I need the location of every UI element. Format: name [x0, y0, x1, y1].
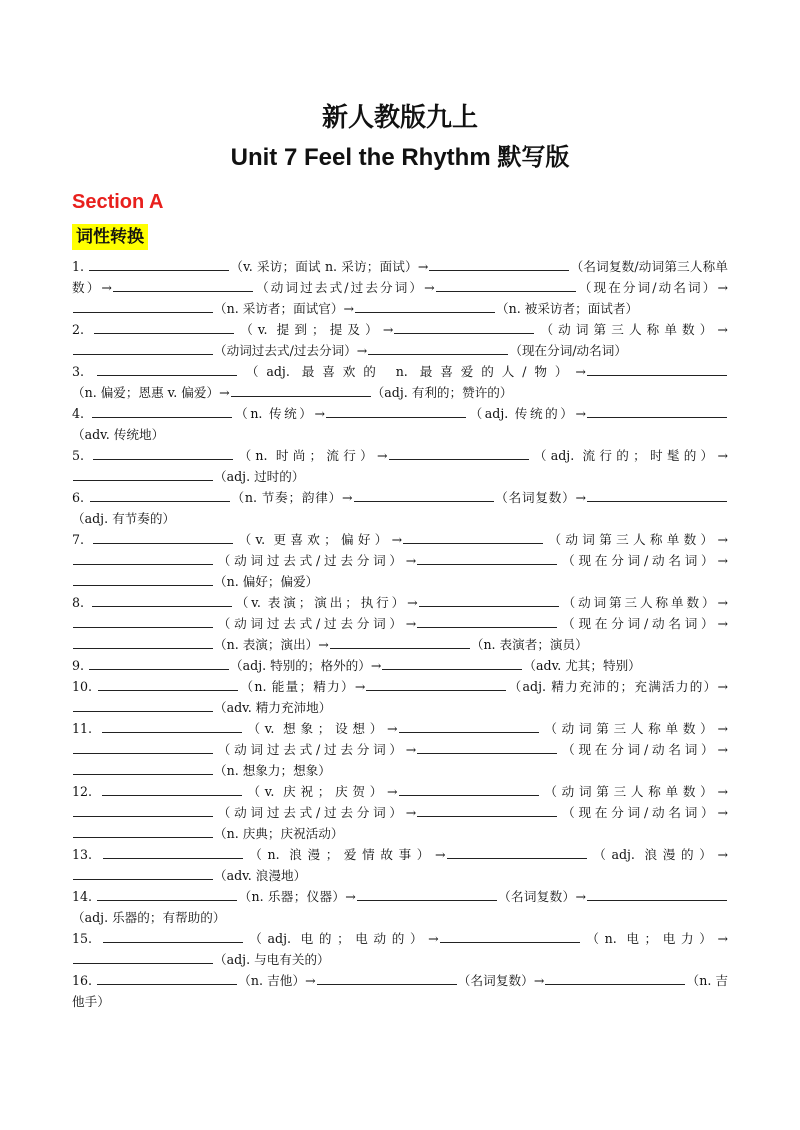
- item-hint: （adv. 浪漫地）: [214, 868, 307, 883]
- answer-blank[interactable]: [98, 678, 238, 691]
- arrow-icon: →: [407, 595, 418, 610]
- item-hint: （现在分词/动名词）: [576, 280, 718, 295]
- arrow-icon: →: [717, 679, 728, 694]
- item-hint: （动词第三人称单数）: [559, 595, 718, 610]
- answer-blank[interactable]: [97, 363, 237, 376]
- item-number: 9.: [72, 658, 89, 673]
- answer-blank[interactable]: [399, 720, 539, 733]
- arrow-icon: →: [435, 847, 446, 862]
- word-item: [72, 592, 728, 655]
- item-hint: （n. 想象力；想象）: [214, 763, 331, 778]
- item-hint: （动词过去式/过去分词）: [214, 553, 406, 568]
- arrow-icon: →: [341, 490, 353, 505]
- word-item: [72, 928, 728, 970]
- word-form-list: [72, 256, 728, 1012]
- answer-blank[interactable]: [545, 972, 685, 985]
- item-hint: （现在分词/动名词）: [558, 805, 718, 820]
- answer-blank[interactable]: [587, 489, 727, 502]
- answer-blank[interactable]: [354, 489, 494, 502]
- answer-blank[interactable]: [417, 552, 557, 565]
- answer-blank[interactable]: [440, 930, 580, 943]
- item-hint: （动词过去式/过去分词）: [214, 343, 357, 358]
- answer-blank[interactable]: [389, 447, 529, 460]
- answer-blank[interactable]: [73, 636, 213, 649]
- item-number: 7.: [72, 532, 93, 547]
- item-hint: （adj. 浪漫的）: [587, 847, 718, 862]
- item-hint: （动词过去式/过去分词）: [214, 805, 406, 820]
- item-number: 13.: [72, 847, 102, 862]
- item-hint: （n. 乐器；仪器）: [238, 889, 346, 904]
- arrow-icon: →: [717, 784, 728, 799]
- arrow-icon: →: [575, 406, 586, 421]
- arrow-icon: →: [314, 406, 326, 421]
- answer-blank[interactable]: [429, 258, 569, 271]
- item-hint: （n. 庆典；庆祝活动）: [214, 826, 344, 841]
- answer-blank[interactable]: [97, 888, 237, 901]
- word-item: [72, 256, 728, 319]
- item-hint: （adj. 过时的）: [214, 469, 305, 484]
- item-hint: （adj. 电的；电动的）: [243, 931, 429, 946]
- arrow-icon: →: [405, 616, 417, 631]
- arrow-icon: →: [387, 784, 398, 799]
- arrow-icon: →: [424, 280, 435, 295]
- arrow-icon: →: [387, 721, 398, 736]
- answer-blank[interactable]: [403, 531, 543, 544]
- item-hint: （v. 采访；面试 n. 采访；面试）: [230, 259, 418, 274]
- item-hint: （n. 浪漫；爱情故事）: [243, 847, 436, 862]
- item-hint: （名词复数）: [457, 973, 534, 988]
- answer-blank[interactable]: [587, 363, 727, 376]
- item-hint: （v. 表演；演出；执行）: [232, 595, 408, 610]
- arrow-icon: →: [405, 805, 417, 820]
- answer-blank[interactable]: [587, 405, 727, 418]
- answer-blank[interactable]: [357, 888, 497, 901]
- item-number: 5.: [72, 448, 93, 463]
- item-hint: （名词复数）: [497, 889, 576, 904]
- arrow-icon: →: [717, 553, 728, 568]
- arrow-icon: →: [717, 280, 729, 295]
- answer-blank[interactable]: [417, 804, 557, 817]
- item-hint: （adj. 有节奏的）: [72, 511, 176, 526]
- arrow-icon: →: [370, 658, 382, 673]
- word-item: [72, 676, 728, 718]
- item-hint: （adj. 传统的）: [467, 406, 576, 421]
- item-hint: （n. 采访者；面试官）: [214, 301, 344, 316]
- arrow-icon: →: [417, 259, 429, 274]
- answer-blank[interactable]: [73, 552, 213, 565]
- item-number: 16.: [72, 973, 97, 988]
- word-item: [72, 655, 728, 676]
- subheading-word-forms: 词性转换: [72, 224, 148, 250]
- arrow-icon: →: [356, 343, 368, 358]
- item-hint: （现在分词/动名词）: [558, 616, 718, 631]
- item-hint: （n. 偏爱；恩惠 v. 偏爱）: [72, 385, 220, 400]
- arrow-icon: →: [345, 889, 356, 904]
- word-item: [72, 970, 728, 1012]
- answer-blank[interactable]: [94, 321, 234, 334]
- arrow-icon: →: [717, 931, 728, 946]
- item-hint: （adj. 有利的；赞许的）: [371, 385, 513, 400]
- item-hint: （n. 能量；精力）: [239, 679, 355, 694]
- item-hint: （adj. 与电有关的）: [214, 952, 330, 967]
- arrow-icon: →: [219, 385, 230, 400]
- answer-blank[interactable]: [73, 573, 213, 586]
- item-number: 12.: [72, 784, 101, 799]
- item-number: 4.: [72, 406, 91, 421]
- word-item: [72, 403, 728, 445]
- answer-blank[interactable]: [394, 321, 534, 334]
- item-hint: （n. 传统）: [232, 406, 315, 421]
- item-hint: （n. 节奏；韵律）: [230, 490, 342, 505]
- answer-blank[interactable]: [368, 342, 508, 355]
- answer-blank[interactable]: [73, 804, 213, 817]
- arrow-icon: →: [318, 637, 329, 652]
- word-item: [72, 844, 728, 886]
- arrow-icon: →: [575, 490, 586, 505]
- answer-blank[interactable]: [89, 258, 229, 271]
- arrow-icon: →: [717, 532, 728, 547]
- arrow-icon: →: [717, 616, 728, 631]
- item-number: 2.: [72, 322, 94, 337]
- item-hint: （名词复数/动词第三人称单数）: [72, 259, 728, 295]
- word-item: [72, 718, 728, 781]
- arrow-icon: →: [717, 448, 728, 463]
- answer-blank[interactable]: [73, 867, 213, 880]
- item-hint: （n. 表演；演出）: [214, 637, 319, 652]
- arrow-icon: →: [101, 280, 112, 295]
- answer-blank[interactable]: [90, 489, 230, 502]
- answer-blank[interactable]: [92, 594, 232, 607]
- item-hint: （adv. 精力充沛地）: [214, 700, 332, 715]
- arrow-icon: →: [354, 679, 366, 694]
- page-title: 新人教版九上: [321, 103, 478, 133]
- item-hint: （adj. 流行的；时髦的）: [529, 448, 718, 463]
- worksheet-page: [72, 98, 728, 1012]
- item-hint: （动词第三人称单数）: [535, 322, 718, 337]
- answer-blank[interactable]: [103, 846, 243, 859]
- item-hint: （动词过去式/过去分词）: [253, 280, 425, 295]
- item-number: 10.: [72, 679, 98, 694]
- item-hint: （adv. 尤其；特别）: [523, 658, 641, 673]
- item-hint: （n. 电；电力）: [580, 931, 718, 946]
- answer-blank[interactable]: [89, 657, 229, 670]
- item-hint: （n. 表演者；演员）: [470, 637, 588, 652]
- answer-blank[interactable]: [73, 762, 213, 775]
- item-hint: （动词第三人称单数）: [539, 784, 718, 799]
- item-hint: （adj. 精力充沛的；充满活力的）: [507, 679, 718, 694]
- answer-blank[interactable]: [317, 972, 457, 985]
- word-item: [72, 781, 728, 844]
- item-hint: （v. 提到；提及）: [235, 322, 383, 337]
- answer-blank[interactable]: [97, 972, 237, 985]
- answer-blank[interactable]: [417, 741, 557, 754]
- word-item: [72, 319, 728, 361]
- word-item: [72, 361, 728, 403]
- word-item: [72, 487, 728, 529]
- arrow-icon: →: [575, 364, 586, 379]
- item-hint: （动词第三人称单数）: [544, 532, 718, 547]
- arrow-icon: →: [391, 532, 403, 547]
- item-hint: （n. 被采访者；面试者）: [496, 301, 639, 316]
- answer-blank[interactable]: [73, 951, 213, 964]
- item-hint: （现在分词/动名词）: [558, 553, 718, 568]
- arrow-icon: →: [717, 322, 728, 337]
- answer-blank[interactable]: [102, 783, 242, 796]
- item-hint: （adj. 最喜欢的 n. 最喜爱的人/物）: [237, 364, 576, 379]
- answer-blank[interactable]: [93, 447, 233, 460]
- arrow-icon: →: [533, 973, 545, 988]
- arrow-icon: →: [382, 322, 394, 337]
- item-number: 15.: [72, 931, 102, 946]
- arrow-icon: →: [405, 742, 417, 757]
- arrow-icon: →: [343, 301, 355, 316]
- answer-blank[interactable]: [366, 678, 506, 691]
- item-hint: （名词复数）: [494, 490, 576, 505]
- answer-blank[interactable]: [93, 531, 233, 544]
- item-hint: （n. 吉他手）: [72, 973, 728, 1009]
- item-hint: （n. 吉他）: [238, 973, 306, 988]
- answer-blank[interactable]: [73, 468, 213, 481]
- answer-blank[interactable]: [382, 657, 522, 670]
- section-heading: Section A: [72, 191, 164, 213]
- arrow-icon: →: [717, 847, 728, 862]
- answer-blank[interactable]: [73, 342, 213, 355]
- arrow-icon: →: [377, 448, 388, 463]
- item-number: 8.: [72, 595, 91, 610]
- arrow-icon: →: [428, 931, 439, 946]
- answer-blank[interactable]: [73, 741, 213, 754]
- item-number: 1.: [72, 259, 89, 274]
- arrow-icon: →: [575, 889, 586, 904]
- item-hint: （动词第三人称单数）: [539, 721, 718, 736]
- item-hint: （v. 更喜欢；偏好）: [234, 532, 392, 547]
- answer-blank[interactable]: [326, 405, 466, 418]
- answer-blank[interactable]: [417, 615, 557, 628]
- unit-title: Unit 7 Feel the Rhythm 默写版: [230, 144, 570, 171]
- answer-blank[interactable]: [73, 699, 213, 712]
- arrow-icon: →: [717, 805, 728, 820]
- item-hint: （adj. 乐器的；有帮助的）: [72, 910, 226, 925]
- item-hint: （动词过去式/过去分词）: [214, 616, 406, 631]
- arrow-icon: →: [717, 742, 728, 757]
- answer-blank[interactable]: [92, 405, 232, 418]
- item-hint: （动词过去式/过去分词）: [214, 742, 406, 757]
- answer-blank[interactable]: [113, 279, 253, 292]
- arrow-icon: →: [405, 553, 417, 568]
- answer-blank[interactable]: [103, 930, 243, 943]
- answer-blank[interactable]: [102, 720, 242, 733]
- answer-blank[interactable]: [419, 594, 559, 607]
- item-number: 11.: [72, 721, 101, 736]
- answer-blank[interactable]: [436, 279, 576, 292]
- arrow-icon: →: [717, 721, 728, 736]
- item-hint: （n. 偏好；偏爱）: [214, 574, 319, 589]
- answer-blank[interactable]: [73, 825, 213, 838]
- arrow-icon: →: [305, 973, 316, 988]
- item-hint: （现在分词/动名词）: [509, 343, 627, 358]
- item-number: 14.: [72, 889, 97, 904]
- answer-blank[interactable]: [330, 636, 470, 649]
- item-hint: （n. 时尚；流行）: [234, 448, 378, 463]
- answer-blank[interactable]: [355, 300, 495, 313]
- item-hint: （v. 庆祝；庆贺）: [242, 784, 388, 799]
- answer-blank[interactable]: [73, 615, 213, 628]
- answer-blank[interactable]: [73, 300, 213, 313]
- arrow-icon: →: [717, 595, 728, 610]
- item-hint: （adv. 传统地）: [72, 427, 165, 442]
- answer-blank[interactable]: [399, 783, 539, 796]
- word-item: [72, 529, 728, 592]
- item-hint: （adj. 特别的；格外的）: [230, 658, 371, 673]
- answer-blank[interactable]: [587, 888, 727, 901]
- word-item: [72, 886, 728, 928]
- item-hint: （现在分词/动名词）: [558, 742, 718, 757]
- word-item: [72, 445, 728, 487]
- answer-blank[interactable]: [447, 846, 587, 859]
- item-number: 6.: [72, 490, 89, 505]
- answer-blank[interactable]: [231, 384, 371, 397]
- item-number: 3.: [72, 364, 96, 379]
- item-hint: （v. 想象；设想）: [242, 721, 388, 736]
